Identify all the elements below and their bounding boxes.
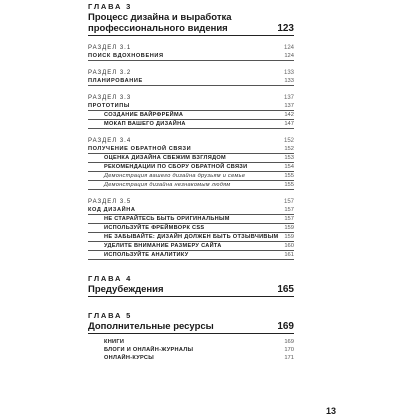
toc-entry-title: СОЗДАНИЕ ВАЙРФРЕЙМА <box>104 112 184 118</box>
toc-entry-page: 161 <box>284 252 294 258</box>
toc-entry[interactable] <box>88 120 294 129</box>
chapter-4-page: 165 <box>277 284 294 295</box>
chapter-5-page: 169 <box>277 321 294 332</box>
section-page: 157 <box>283 199 294 205</box>
toc-entry-page: 157 <box>284 207 294 213</box>
section-number: РАЗДЕЛ 3.1 <box>88 45 132 51</box>
toc-entry-title: ОНЛАЙН-КУРСЫ <box>104 355 155 361</box>
section-label <box>88 44 294 52</box>
toc-entry-page: 153 <box>284 155 294 161</box>
toc-entry-page: 152 <box>284 146 294 152</box>
toc-entry-page: 137 <box>284 103 294 109</box>
chapter-4-label: ГЛАВА 4 <box>88 274 133 283</box>
toc-entry-page: 170 <box>284 347 294 353</box>
toc-entry-title: ПОИСК ВДОХНОВЕНИЯ <box>88 53 164 59</box>
toc-entry[interactable] <box>88 233 294 242</box>
chapter-3-sections <box>88 44 294 260</box>
chapter-3-title: Процесс дизайна и выработка профессионального видения <box>88 12 232 34</box>
toc-entry[interactable] <box>88 338 294 346</box>
toc-entry-title: ОЦЕНКА ДИЗАЙНА СВЕЖИМ ВЗГЛЯДОМ <box>104 155 226 161</box>
toc-entry[interactable] <box>88 251 294 260</box>
toc-entry-page: 155 <box>284 182 294 188</box>
toc-entry-title: РЕКОМЕНДАЦИИ ПО СБОРУ ОБРАТНОЙ СВЯЗИ <box>104 164 248 170</box>
toc-entry[interactable] <box>88 145 294 154</box>
chapter-4-heading[interactable] <box>88 284 294 297</box>
toc-entry[interactable] <box>88 172 294 181</box>
toc-entry[interactable] <box>88 242 294 251</box>
toc-entry-title: НЕ ЗАБЫВАЙТЕ: ДИЗАЙН ДОЛЖЕН БЫТЬ ОТЗЫВЧИВЫМ <box>104 234 279 240</box>
section-label <box>88 94 294 102</box>
toc-entry[interactable] <box>88 215 294 224</box>
toc-entry-page: 133 <box>284 78 294 84</box>
toc-entry[interactable] <box>88 163 294 172</box>
toc-entry-page: 147 <box>284 121 294 127</box>
section-page: 137 <box>283 95 294 101</box>
toc-entry-title: ИСПОЛЬЗУЙТЕ АНАЛИТИКУ <box>104 252 189 258</box>
toc-entry-page: 169 <box>284 339 294 345</box>
toc-entry-title: ПОЛУЧЕНИЕ ОБРАТНОЙ СВЯЗИ <box>88 146 192 152</box>
section-number: РАЗДЕЛ 3.4 <box>88 138 132 144</box>
toc-entry[interactable] <box>88 354 294 362</box>
toc-entry-title: МОКАП ВАШЕГО ДИЗАЙНА <box>104 121 186 127</box>
toc-entry[interactable] <box>88 224 294 233</box>
toc-entry[interactable] <box>88 181 294 190</box>
toc-entry-page: 124 <box>284 53 294 59</box>
chapter-4-title: Предубеждения <box>88 284 164 295</box>
toc-entry-page: 159 <box>284 234 294 240</box>
toc-entry-title: БЛОГИ И ОНЛАЙН-ЖУРНАЛЫ <box>104 347 194 353</box>
toc-entry-title: ПЛАНИРОВАНИЕ <box>88 78 143 84</box>
page-number: 13 <box>325 406 336 416</box>
section-label <box>88 137 294 145</box>
toc-entry-title: Демонстрация вашего дизайна друзьям и семье <box>104 173 246 179</box>
toc-entry-title: УДЕЛИТЕ ВНИМАНИЕ РАЗМЕРУ САЙТА <box>104 243 222 249</box>
toc-entry-title: НЕ СТАРАЙТЕСЬ БЫТЬ ОРИГИНАЛЬНЫМ <box>104 216 230 222</box>
toc-entry-page: 160 <box>284 243 294 249</box>
section-page: 152 <box>283 138 294 144</box>
toc-entry[interactable] <box>88 154 294 163</box>
toc-entry-title: ПРОТОТИПЫ <box>88 103 130 109</box>
toc-entry[interactable] <box>88 111 294 120</box>
toc-entry[interactable] <box>88 206 294 215</box>
toc-entry[interactable] <box>88 52 294 61</box>
section-label <box>88 198 294 206</box>
section-number: РАЗДЕЛ 3.2 <box>88 70 132 76</box>
toc-entry-page: 154 <box>284 164 294 170</box>
toc-entry[interactable] <box>88 77 294 86</box>
toc-entry-title: ИСПОЛЬЗУЙТЕ ФРЕЙМВОРК CSS <box>104 225 205 231</box>
chapter-5-label: ГЛАВА 5 <box>88 311 133 320</box>
toc-entry-page: 159 <box>284 225 294 231</box>
toc-entry[interactable] <box>88 102 294 111</box>
table-of-contents <box>88 2 294 362</box>
chapter-3-page: 123 <box>277 23 294 34</box>
toc-entry-title: Демонстрация дизайна незнакомым людям <box>104 182 231 188</box>
chapter-3-heading[interactable] <box>88 12 294 36</box>
toc-entry-page: 142 <box>284 112 294 118</box>
section-page: 124 <box>283 45 294 51</box>
chapter-3-label: ГЛАВА 3 <box>88 2 133 11</box>
toc-entry[interactable] <box>88 346 294 354</box>
section-number: РАЗДЕЛ 3.3 <box>88 95 132 101</box>
toc-entry-title: КНИГИ <box>104 339 125 345</box>
section-label <box>88 69 294 77</box>
toc-entry-page: 157 <box>284 216 294 222</box>
chapter-5-items <box>88 334 294 362</box>
section-number: РАЗДЕЛ 3.5 <box>88 199 132 205</box>
toc-entry-page: 155 <box>284 173 294 179</box>
chapter-5-title: Дополнительные ресурсы <box>88 321 214 332</box>
toc-entry-page: 171 <box>284 355 294 361</box>
section-page: 133 <box>283 70 294 76</box>
chapter-5-heading[interactable] <box>88 321 294 334</box>
toc-entry-title: КОД ДИЗАЙНА <box>88 207 136 213</box>
